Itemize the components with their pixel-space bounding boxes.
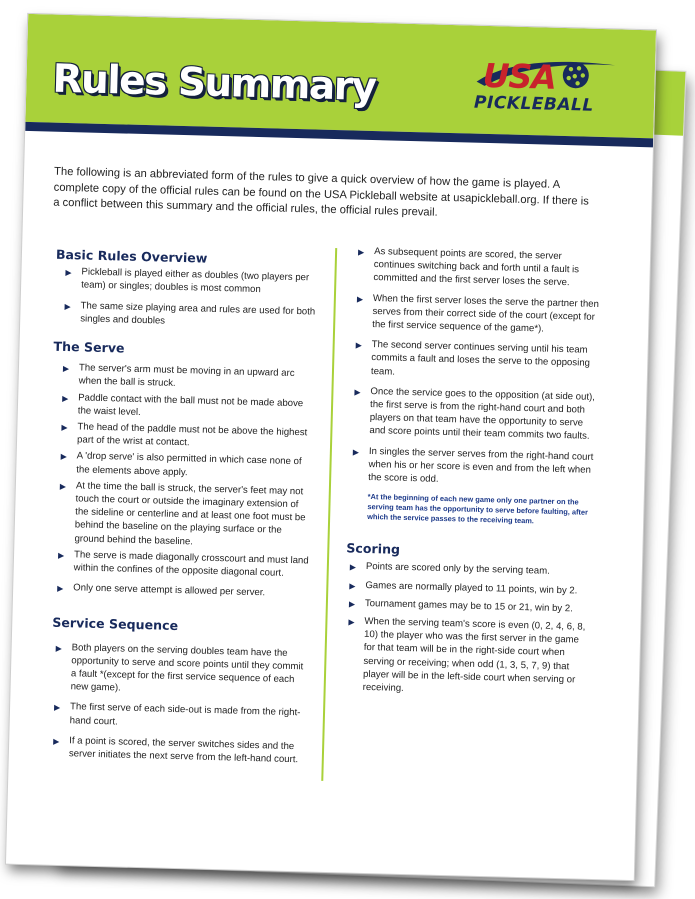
list-item: ▶ The server's arm must be moving in an upward arc when the ball is struck. (62, 362, 295, 390)
list-item: ▶ A 'drop serve' is also permitted in which case none of the elements above apply. (60, 450, 302, 478)
bullet-triangle-icon: ▶ (53, 736, 60, 746)
list-item: ▶ The second server continues serving until his team commits a fault and loses the serve to the opposing team. (355, 339, 591, 378)
list-item: ▶ If a point is scored, the server switches sides and the server initiates the next serve from the left-hand court. (53, 735, 299, 766)
bullet-triangle-icon: ▶ (61, 422, 68, 433)
serve-list (47, 361, 315, 601)
bullet-triangle-icon: ▶ (64, 301, 71, 311)
bullet-triangle-icon: ▶ (53, 703, 61, 713)
list-item: ▶ Only one serve attempt is allowed per server. (57, 582, 266, 599)
bullet-triangle-icon: ▶ (354, 387, 361, 397)
bullet-triangle-icon: ▶ (352, 447, 360, 457)
page-title: Rules Summary (51, 56, 377, 111)
list-item: ▶ Tournament games may be to 15 or 21, win by 2. (348, 597, 573, 615)
list-item: ▶ Once the service goes to the opposition (at side out), the first serve is from the right-hand court and both players on that team have the opportunity to serve and score points until their team commits two faults. (354, 385, 596, 443)
list-item: ▶ Paddle contact with the ball must not be made above the waist level. (62, 391, 304, 418)
right-column (337, 244, 603, 700)
bullet-triangle-icon: ▶ (356, 294, 364, 304)
bullet-triangle-icon: ▶ (55, 643, 62, 653)
intro-paragraph: The following is an abbreviated form of the rules to give a quick overview of how the game is played. A complete copy of the official rules can be found on the USA Pickleball website at usapickleball.org. If there is a conflict between this summary and the official rules, the official rules prevail. (53, 165, 589, 219)
list-item: ▶ When the first server loses the serve the partner then serves from their correct side of the court (except for the first service sequence of the game*). (356, 292, 600, 335)
bullet-triangle-icon: ▶ (59, 481, 67, 491)
left-column (43, 248, 318, 767)
basic-rules-list (54, 265, 317, 332)
service-sequence-heading: Service Sequence (52, 615, 179, 634)
list-item: ▶ The first serve of each side-out is made from the right-hand court. (53, 701, 301, 728)
pickleball-icon (560, 60, 591, 91)
basic-rules-heading: Basic Rules Overview (55, 246, 208, 266)
list-item: ▶ Games are normally played to 11 points, win by 2. (349, 579, 578, 597)
list-item: ▶ Points are scored only by the serving team. (349, 561, 550, 578)
bullet-triangle-icon: ▶ (349, 581, 356, 591)
bullet-triangle-icon: ▶ (62, 393, 69, 403)
list-item: ▶ The serve is made diagonally crosscourt and must land within the confines of the opposite diagonal court. (57, 549, 309, 579)
front-page (6, 14, 656, 880)
service-sequence-continued-list (342, 244, 602, 490)
bullet-triangle-icon: ▶ (357, 247, 365, 257)
list-item: ▶ At the time the ball is struck, the server's feet may not touch the court or outside the imaginary extension of the sideline or centerline and at least one foot must be behind the baseline on the playing surface or the ground behind the baseline. (59, 480, 306, 548)
scoring-heading: Scoring (346, 540, 401, 558)
list-item: ▶ The head of the paddle must not be above the highest part of the wrist at contact. (61, 421, 308, 449)
service-sequence-list (43, 640, 308, 766)
serve-heading: The Serve (53, 338, 125, 356)
first-serve-footnote: *At the beginning of each new game only one partner on the serving team has the opportunity to serve before faulting, after which the service passes to the receiving team. (367, 492, 589, 526)
bullet-triangle-icon: ▶ (349, 562, 357, 573)
scoring-list (337, 560, 594, 700)
bullet-triangle-icon: ▶ (60, 452, 67, 462)
list-item: ▶ Both players on the serving doubles team have the opportunity to serve and score points until they commit a fault *(except for the first service sequence of each new game). (55, 641, 304, 694)
logo-pickleball-text: PICKLEBALL (473, 92, 594, 116)
logo-usa-text: USA (482, 55, 557, 97)
usa-pickleball-logo (474, 56, 626, 120)
list-item: ▶ In singles the server serves from the right-hand court when his or her score is even and from the left when the score is odd. (352, 445, 594, 485)
list-item: ▶ As subsequent points are scored, the server continues switching back and forth until a fault is committed and the first server loses the serve. (357, 246, 580, 289)
bullet-triangle-icon: ▶ (57, 584, 64, 594)
list-item: ▶ When the serving team's score is even (0, 2, 4, 6, 8, 10) the player who was the first server in the game for that team will be in the right-side court when serving or receiving; when odd (1, 3, 5, 7, 9) that player will be in the left-side court when serving or receiving. (348, 615, 586, 695)
bullet-triangle-icon: ▶ (348, 617, 355, 627)
list-item: ▶ The same size playing area and rules are used for both singles and doubles (64, 300, 316, 327)
bullet-triangle-icon: ▶ (348, 599, 356, 609)
bullet-triangle-icon: ▶ (65, 268, 72, 278)
bullet-triangle-icon: ▶ (355, 340, 362, 350)
column-divider (321, 248, 336, 781)
bullet-triangle-icon: ▶ (62, 364, 70, 374)
bullet-triangle-icon: ▶ (57, 550, 65, 560)
list-item: ▶ Pickleball is played either as doubles (two players per team) or singles; doubles is most common (65, 266, 310, 296)
